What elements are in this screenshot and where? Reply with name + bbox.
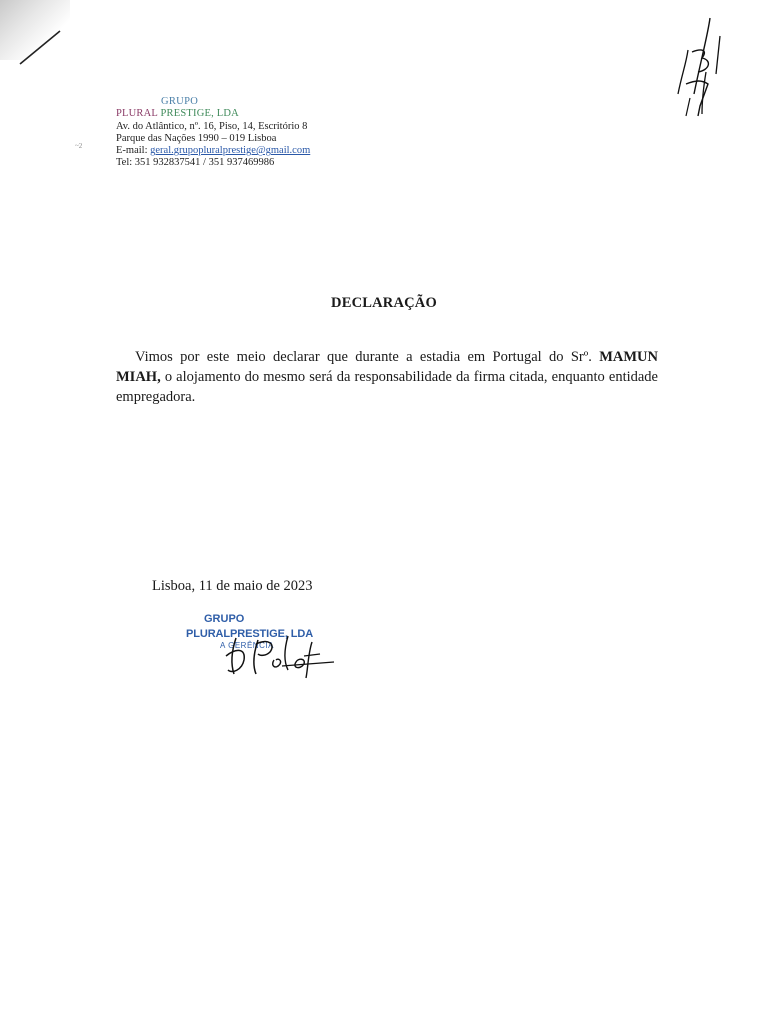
letterhead-email-link[interactable]: geral.grupopluralprestige@gmail.com xyxy=(150,145,311,157)
handwritten-page-number xyxy=(672,14,732,124)
handwritten-signature xyxy=(222,630,337,680)
letterhead-prestige: PRESTIGE, LDA xyxy=(160,108,239,120)
stamp-grupo: GRUPO xyxy=(204,613,245,625)
date-line: Lisboa, 11 de maio de 2023 xyxy=(152,578,313,594)
letterhead-plural: PLURAL xyxy=(116,108,158,120)
stray-mark: ~2 xyxy=(75,142,83,150)
declaration-text-before: Vimos por este meio declarar que durante a estadia em Portugal do Srº. xyxy=(135,349,600,365)
letterhead-address-line1: Av. do Atlântico, nº. 16, Piso, 14, Escritório 8 xyxy=(116,120,308,132)
letterhead-email-label: E-mail: xyxy=(116,145,151,157)
letterhead-grupo: GRUPO xyxy=(161,96,199,107)
letterhead-email-row xyxy=(116,145,310,157)
letterhead-address-line2: Parque das Nações 1990 – 019 Lisboa xyxy=(116,132,277,144)
stamp-company: PLURALPRESTIGE, LDA xyxy=(186,628,314,640)
letterhead-company xyxy=(116,108,310,120)
letterhead-tel: Tel: 351 932837541 / 351 937469986 xyxy=(116,157,275,169)
letterhead xyxy=(116,96,310,170)
declaration-name: MAMUN MIAH, xyxy=(116,349,658,385)
declaration-body xyxy=(116,347,658,407)
declaration-text-after: o alojamento do mesmo será da responsabilidade da firma citada, enquanto entidade empregadora. xyxy=(116,369,658,405)
stamp-gerencia: A GERÊNCIA xyxy=(220,641,274,650)
document-title: DECLARAÇÃO xyxy=(331,295,437,311)
scan-slash-mark xyxy=(18,28,63,68)
